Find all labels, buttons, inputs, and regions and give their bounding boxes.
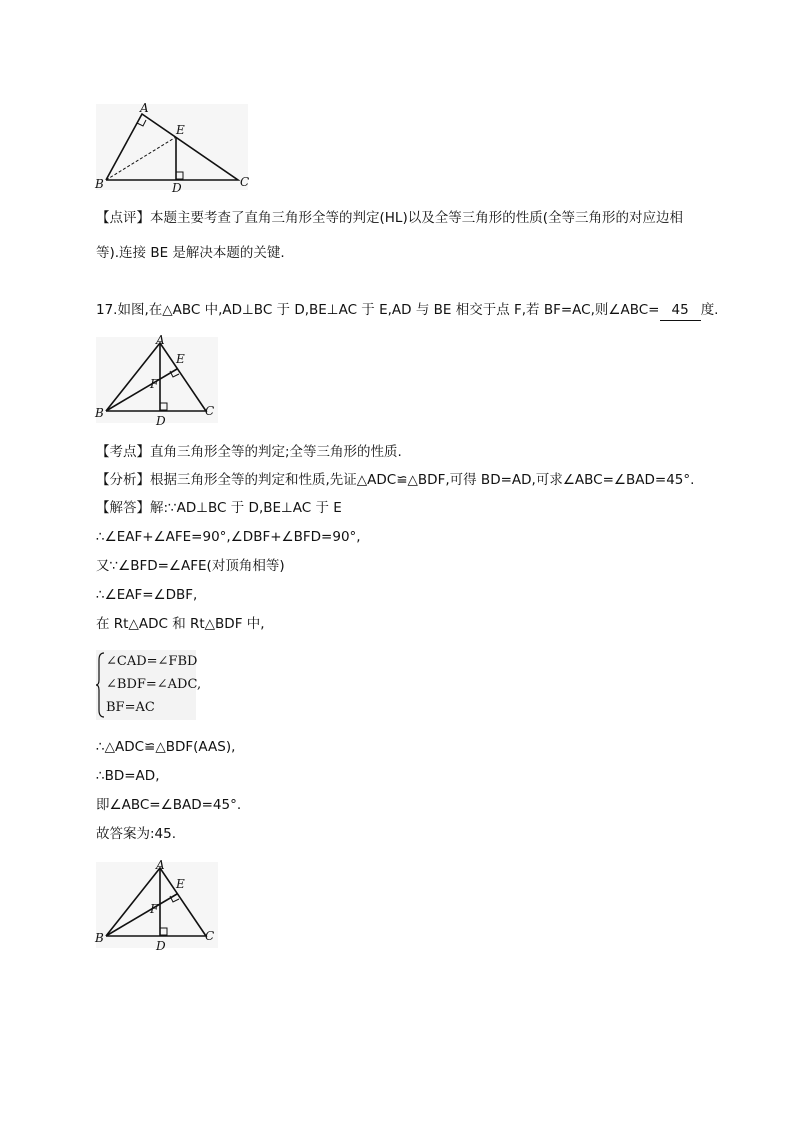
label-d: D [172,181,182,195]
solution-step-6: ∴BD=AD, [96,768,160,784]
solution-step-4: 在 Rt△ADC 和 Rt△BDF 中, [96,616,265,632]
equation-system [96,650,202,720]
label-d: D [156,414,166,428]
label-c: C [205,929,215,943]
label-f: F [150,377,159,391]
fenxi-line: 【分析】根据三角形全等的判定和性质,先证△ADC≌△BDF,可得 BD=AD,可求∠ABC=∠BAD=45°. [96,472,695,488]
solution-step-3: ∴∠EAF=∠DBF, [96,587,198,603]
solution-step-8: 故答案为:45. [96,826,177,842]
label-e: E [176,352,185,366]
solution-step-2: 又∵∠BFD=∠AFE(对顶角相等) [96,558,285,574]
figure-2-triangle [92,333,222,432]
question-17-unit: 度. [700,302,719,318]
question-17-answer-blank: 45 [660,300,701,321]
label-b: B [95,406,104,420]
kaodian-line: 【考点】直角三角形全等的判定;全等三角形的性质. [96,444,402,460]
review-line-2: 等).连接 BE 是解决本题的关键. [96,245,285,261]
label-a: A [140,101,149,115]
solution-step-5: ∴△ADC≌△BDF(AAS), [96,739,236,755]
solution-step-7: 即∠ABC=∠BAD=45°. [96,797,242,813]
question-17-stem: 17.如图,在△ABC 中,AD⊥BC 于 D,BE⊥AC 于 E,AD 与 BE 相交于点 F,若 BF=AC,则∠ABC= [96,302,660,318]
label-b: B [95,931,104,945]
question-17 [96,300,718,321]
review-line-1: 【点评】本题主要考查了直角三角形全等的判定(HL)以及全等三角形的性质(全等三角形的对应边相 [96,210,683,226]
label-d: D [156,939,166,953]
left-brace [96,650,106,720]
solution-step-1: ∴∠EAF+∠AFE=90°,∠DBF+∠BFD=90°, [96,529,361,545]
label-a: A [156,858,165,872]
label-b: B [95,177,104,191]
label-c: C [205,404,215,418]
figure-3-triangle [92,858,222,957]
label-e: E [176,877,185,891]
label-f: F [150,902,159,916]
system-row-1: ∠CAD=∠FBD [106,654,198,669]
system-row-2: ∠BDF=∠ADC, [106,677,202,692]
jieda-line: 【解答】解:∵AD⊥BC 于 D,BE⊥AC 于 E [96,500,342,516]
system-row-3: BF=AC [106,700,155,715]
label-c: C [240,175,250,189]
figure-1-triangle [92,100,252,199]
label-a: A [156,333,165,347]
label-e: E [176,123,185,137]
